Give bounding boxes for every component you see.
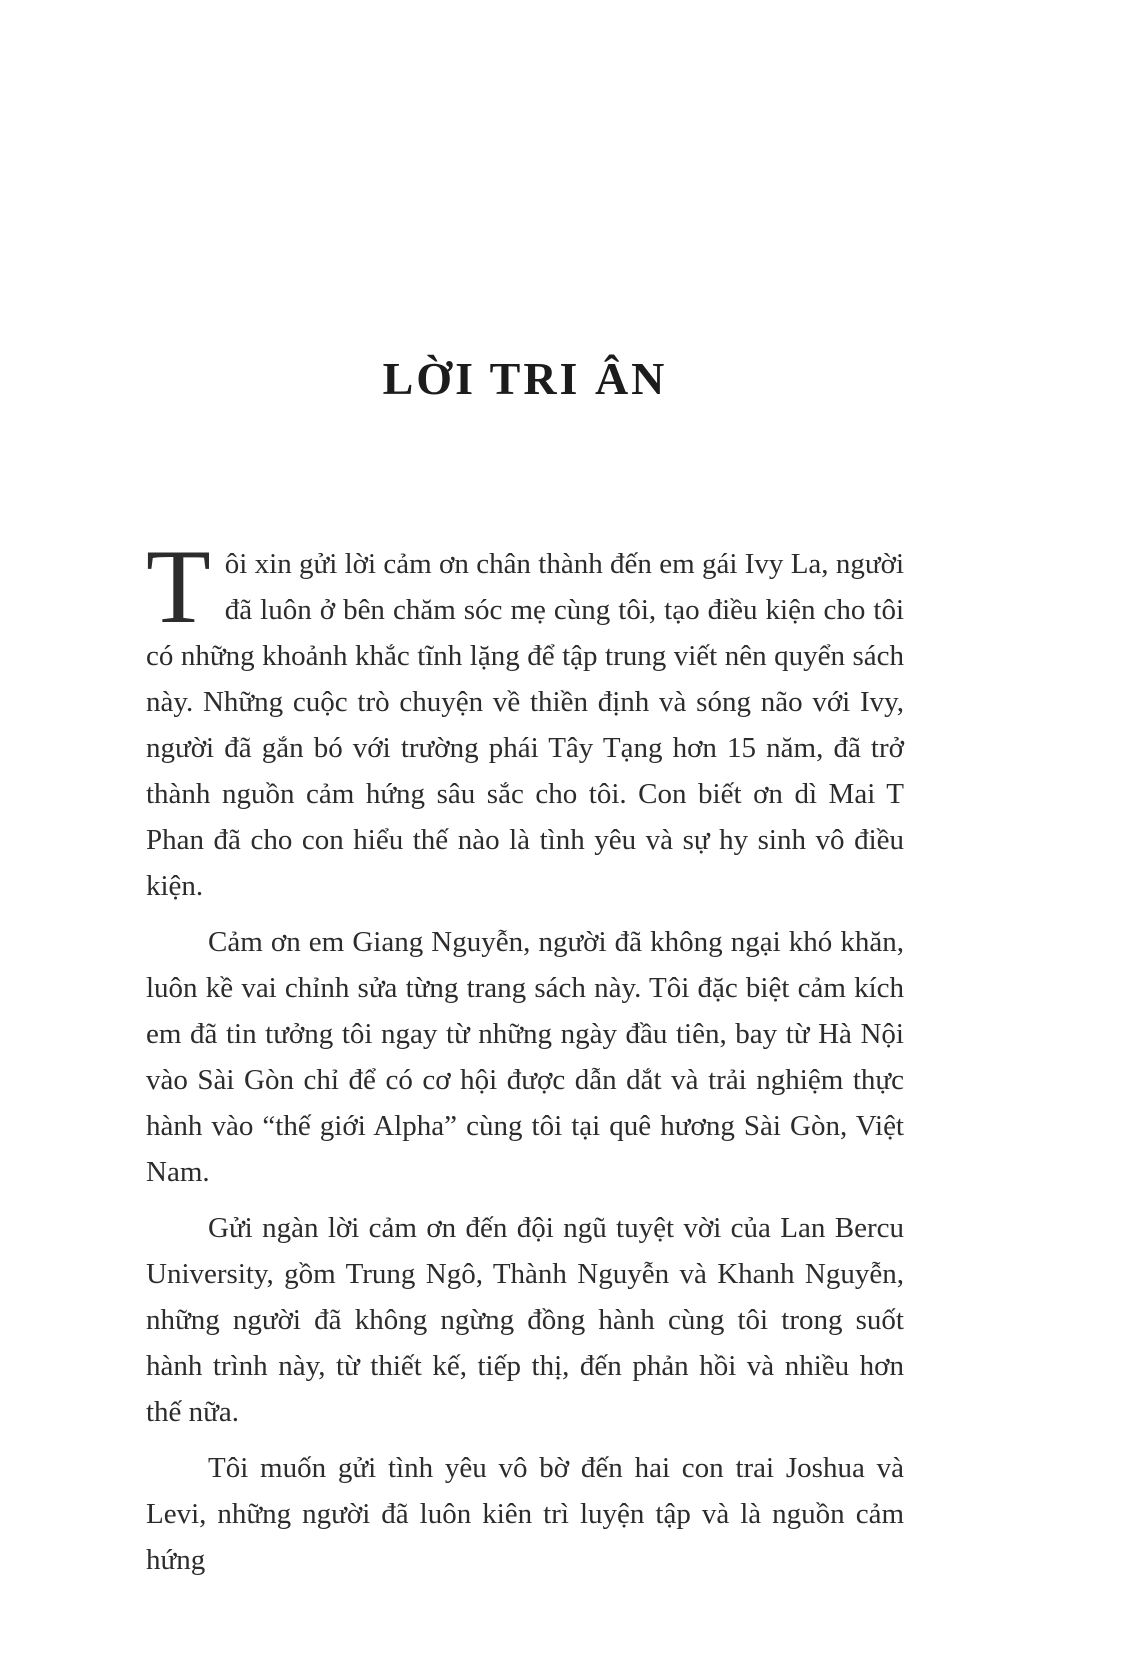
paragraph: Tôi muốn gửi tình yêu vô bờ đến hai con trai Joshua và Levi, những người đã luôn kiên trì luyện tập và là nguồn cảm hứng	[146, 1452, 904, 1576]
body-text	[146, 528, 904, 1583]
page-content	[146, 0, 904, 1583]
dropcap-letter: T	[146, 528, 211, 645]
paragraph: Cảm ơn em Giang Nguyễn, người đã không ngại khó khăn, luôn kề vai chỉnh sửa từng trang sách này. Tôi đặc biệt cảm kích em đã tin tưởng tôi ngay từ những ngày đầu tiên, bay từ Hà Nội vào Sài Gòn chỉ để có cơ hội được dẫn dắt và trải nghiệm thực hành vào “thế giới Alpha” cùng tôi tại quê hương Sài Gòn, Việt Nam.	[146, 926, 904, 1188]
page-title: LỜI TRI ÂN	[382, 353, 668, 404]
paragraph-text: ôi xin gửi lời cảm ơn chân thành đến em gái Ivy La, người đã luôn ở bên chăm sóc mẹ cùng tôi, tạo điều kiện cho tôi có những khoảnh khắc tĩnh lặng để tập trung viết nên quyển sách này. Những cuộc trò chuyện về thiền định và sóng não với Ivy, người đã gắn bó với trường phái Tây Tạng hơn 15 năm, đã trở thành nguồn cảm hứng sâu sắc cho tôi. Con biết ơn dì Mai T Phan đã cho con hiểu thế nào là tình yêu và sự hy sinh vô điều kiện.	[146, 548, 904, 902]
paragraph	[146, 528, 904, 909]
paragraph: Gửi ngàn lời cảm ơn đến đội ngũ tuyệt vời của Lan Bercu University, gồm Trung Ngô, Thành Nguyễn và Khanh Nguyễn, những người đã không ngừng đồng hành cùng tôi trong suốt hành trình này, từ thiết kế, tiếp thị, đến phản hồi và nhiều hơn thế nữa.	[146, 1212, 904, 1428]
